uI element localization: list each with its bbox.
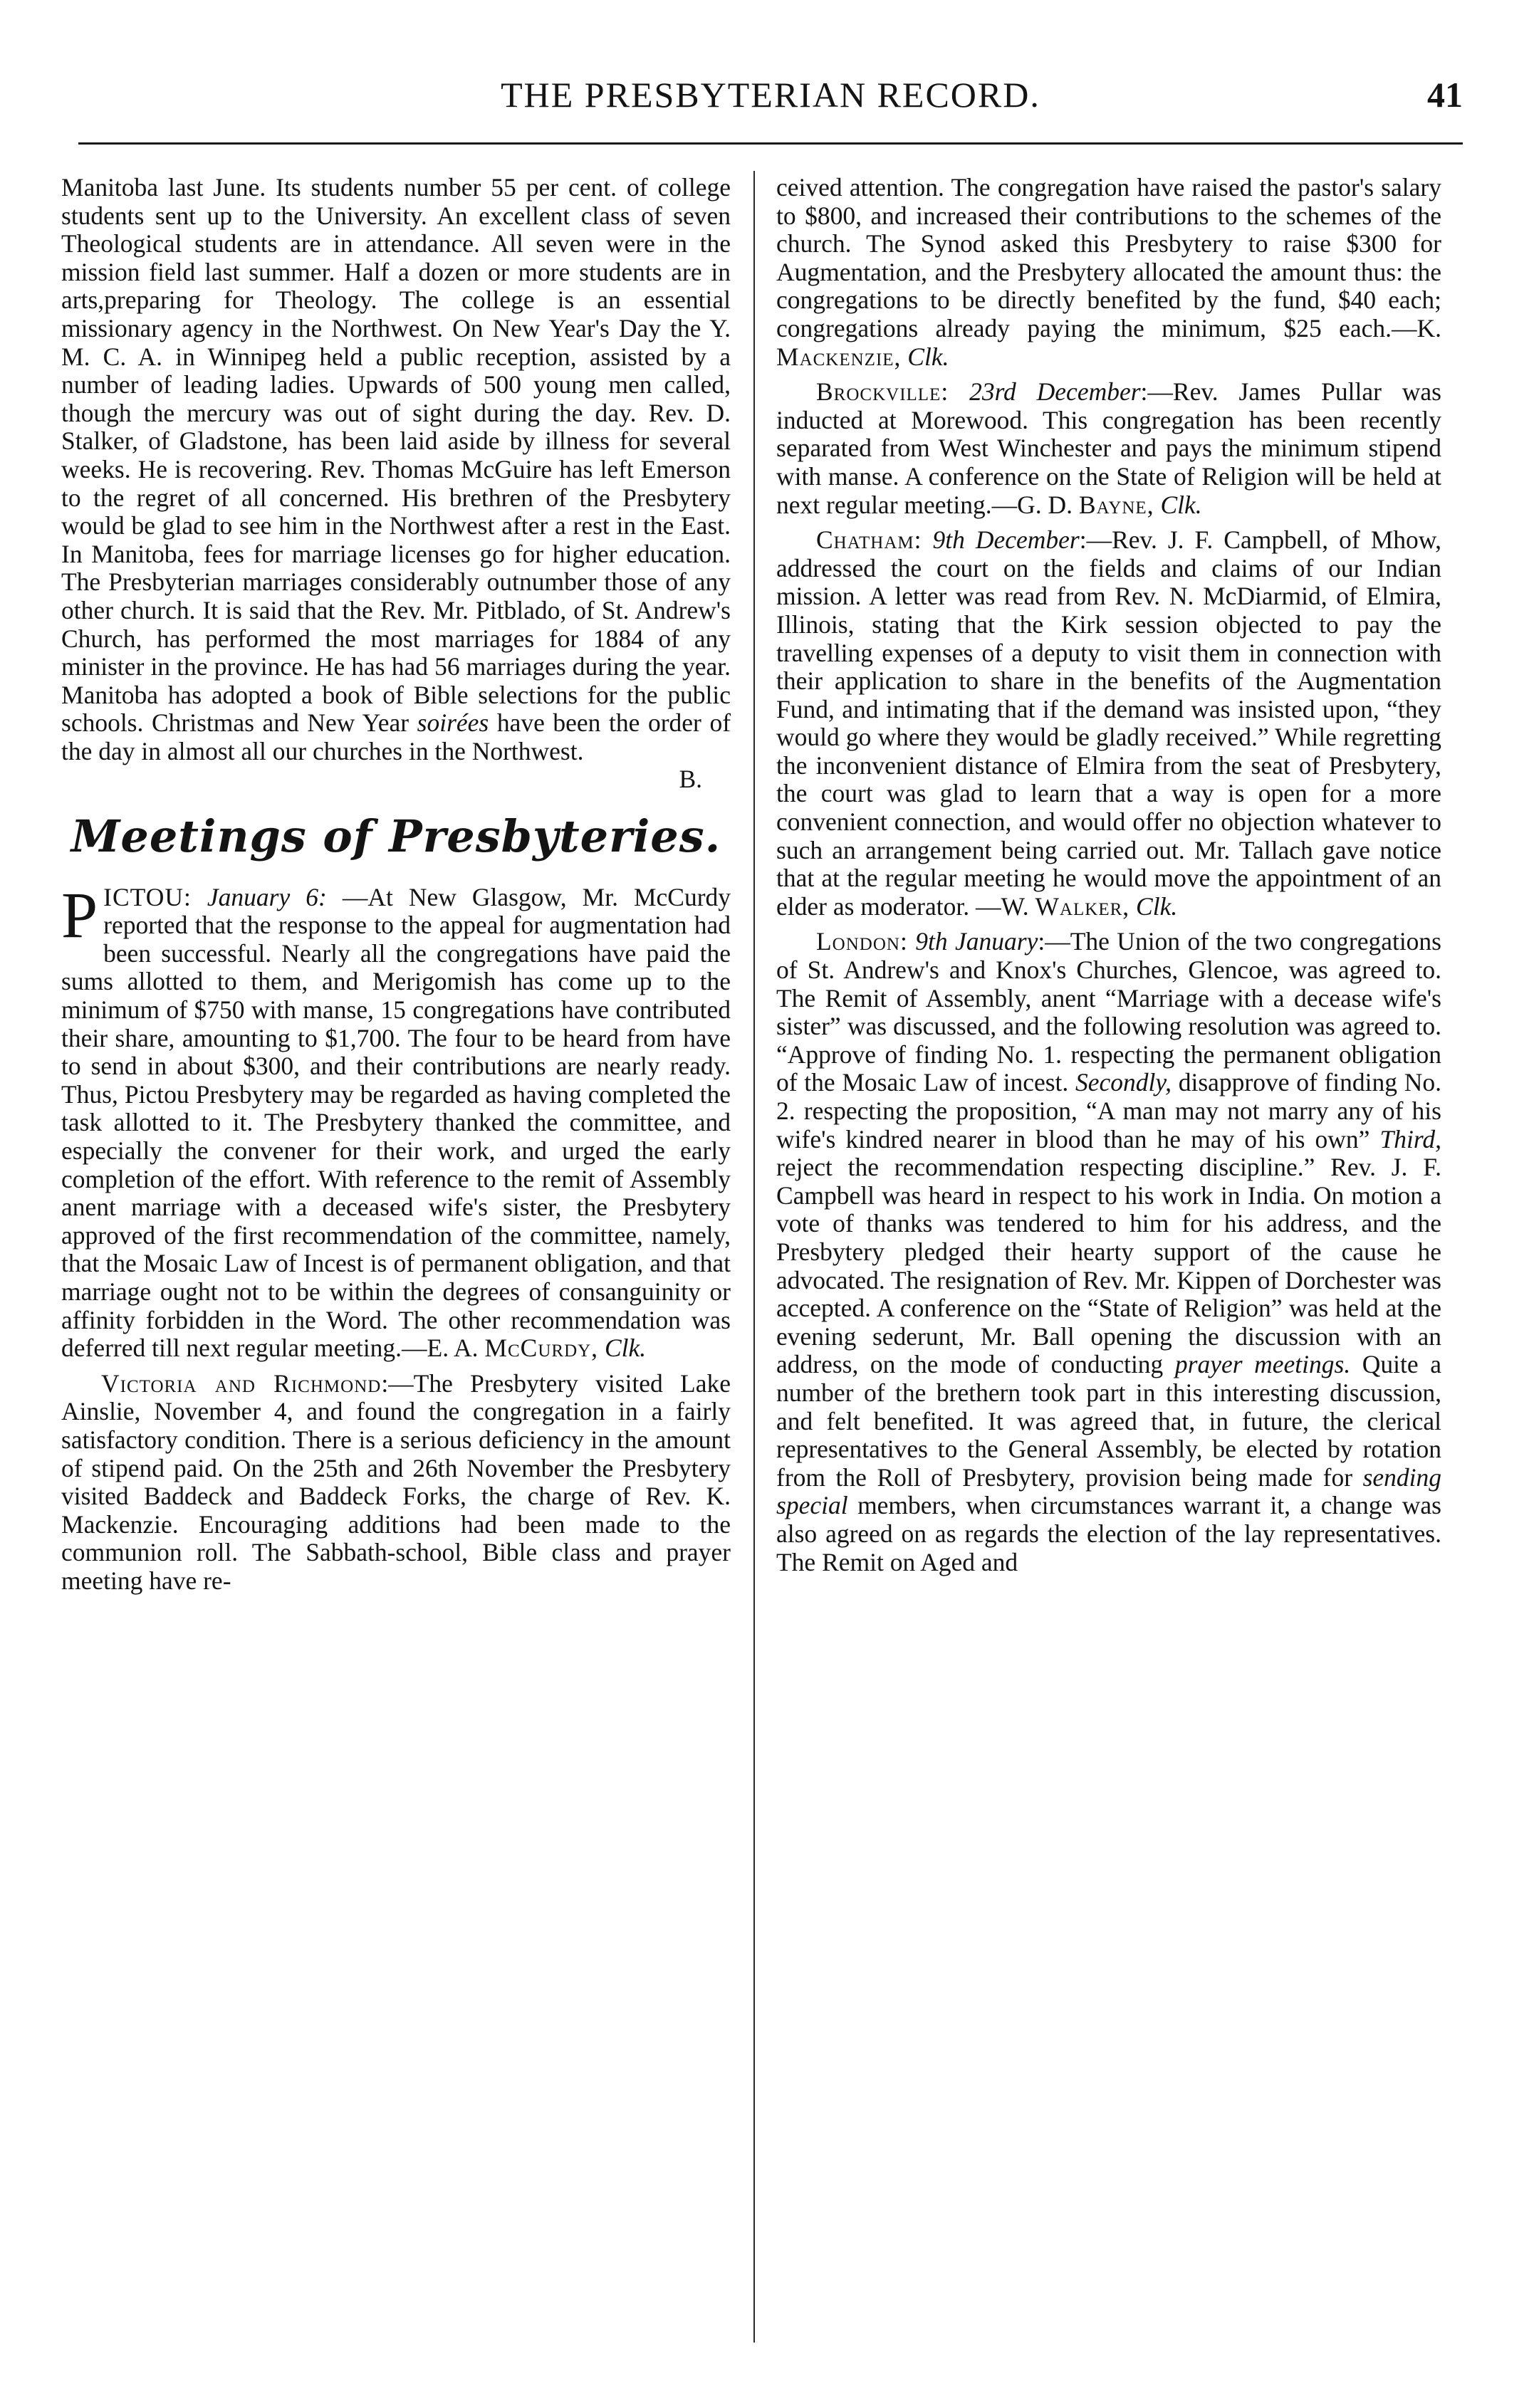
chatham-date: 9th December bbox=[932, 525, 1080, 555]
london-report bbox=[776, 928, 1441, 1576]
pictou-report bbox=[61, 878, 731, 1363]
victoria-clk: Clk. bbox=[907, 342, 949, 371]
victoria-continued bbox=[776, 174, 1441, 371]
victoria-label: Victoria and Richmond bbox=[101, 1368, 382, 1398]
pictou-date: January 6: bbox=[207, 882, 327, 911]
london-third: Third, bbox=[1379, 1124, 1441, 1153]
victoria-clerk: Mackenzie, bbox=[776, 342, 902, 371]
london-label: London: bbox=[816, 927, 908, 956]
pictou-text: —At New Glasgow, Mr. McCurdy reported that the response to the appeal for augmentation had been successful. Nearly all the congregations have paid the sums allotted to them, and Merigomish has come up to the minimum of $750 with manse, 15 congregations have contributed their share, amounting to $1,700. The four to be heard from have to send in about $300, and their contributions are nearly ready. Thus, Pictou Presbytery may be regarded as having completed the task allotted to it. The Presbytery thanked the committee, and especially the convener for their work, and urged the early completion of the effort. With reference to the remit of Assembly anent marriage with a deceased wife's sister, the Presbytery approved of the first recommendation of the committee, namely, that the Mosaic Law of Incest is of permanent obligation, and that marriage ought not to be within the degrees of consanguinity or affinity forbidden in the Word. The other recommendation was deferred till next regular meeting.—E. A. bbox=[61, 882, 731, 1363]
chatham-clerk: Walker, bbox=[1035, 891, 1130, 921]
pictou-dropcap: P bbox=[61, 878, 98, 951]
london-secondly: Secondly, bbox=[1075, 1068, 1172, 1097]
left-column bbox=[61, 174, 731, 1603]
london-prayer-meetings: prayer meetings. bbox=[1174, 1350, 1351, 1379]
brockville-clk: Clk. bbox=[1160, 490, 1202, 519]
victoria-report bbox=[61, 1370, 731, 1596]
page-header bbox=[78, 68, 1463, 125]
manitoba-paragraph bbox=[61, 174, 731, 794]
section-heading: Meetings of Presbyteries. bbox=[71, 810, 721, 863]
london-text-c: reject the recommendation respecting discipline.” Rev. J. F. Campbell was heard in respect to his work in India. On motion a vote of thanks was tendered to him for his address, and the Presbytery pledged their hearty support of the cause he advocated. The resignation of Rev. Mr. Kippen of Dorchester was accepted. A conference on the “State of Religion” was held at the evening sederunt, Mr. Ball opening the discussion with an address, on the mode of conducting bbox=[776, 1153, 1441, 1379]
brockville-label: Brockville: bbox=[816, 377, 949, 407]
victoria-text: :—The Presbytery visited Lake Ainslie, November 4, and found the congregation in a fairly satisfactory condition. There is a serious deficiency in the amount of stipend paid. On the 25th and 26th November the Presbytery visited Baddeck and Baddeck Forks, the charge of Rev. K. Mackenzie. Encouraging additions had been made to the communion roll. The Sabbath-school, Bible class and prayer meeting have re- bbox=[61, 1368, 731, 1595]
london-text-d: Quite a number of the brethern took part in this interesting discussion, and felt benefited. It was agreed that, in future, the clerical representatives to the General Assembly, be elected by rotation from the Roll of Presbytery, provision being made for bbox=[776, 1350, 1442, 1492]
london-text-b: disapprove of finding No. 2. respecting the proposition, “A man may not marry any of his wife's kindred nearer in blood than he may of his own” bbox=[776, 1068, 1441, 1153]
chatham-label: Chatham: bbox=[816, 525, 922, 555]
manitoba-text-end: have been the order of the day in almost all our churches in the Northwest. bbox=[61, 708, 731, 765]
pictou-clerk: McCurdy, bbox=[484, 1334, 599, 1363]
brockville-text: :—Rev. James Pullar was inducted at Morewood. This congregation has been recently separated from West Winchester and pays the minimum stipend with manse. A conference on the State of Religion will be held at next regular meeting.—G. D. bbox=[776, 377, 1441, 519]
brockville-report bbox=[776, 378, 1441, 519]
publication-title: THE PRESBYTERIAN RECORD. bbox=[501, 75, 1040, 115]
header-rule bbox=[78, 142, 1463, 145]
london-date: 9th January bbox=[915, 927, 1038, 956]
column-divider bbox=[753, 171, 755, 2342]
london-sending-special: sending special bbox=[776, 1462, 1442, 1520]
manitoba-signature: B. bbox=[679, 765, 702, 794]
pictou-clk: Clk. bbox=[604, 1334, 647, 1363]
chatham-text: :—Rev. J. F. Campbell, of Mhow, addressed the court on the fields and claims of our Indian mission. A letter was read from Rev. N. McDiarmid, of Elmira, Illinois, stating that the Kirk session objected to pay the travelling expenses of a deputy to visit them in connection with their application to share in the benefits of the Augmentation Fund, and intimating that if the demand was insisted upon, “they would go where they would be gladly received.” While regretting the inconvenient distance of Elmira from the seat of Presbytery, the court was glad to learn that a way is open for a more convenient connection, and would offer no objection whatever to such an arrangement being carried out. Mr. Tallach gave notice that at the regular meeting he would move the appointment of an elder as moderator. —W. bbox=[776, 525, 1441, 921]
chatham-report bbox=[776, 526, 1441, 921]
manitoba-text: Manitoba last June. Its students number 55 per cent. of college students sent up to the University. An excellent class of seven Theological students are in attendance. All seven were in the mission field last summer. Half a dozen or more students are in arts,preparing for Theology. The college is an essential missionary agency in the Northwest. On New Year's Day the Y. M. C. A. in Winnipeg held a public reception, assisted by a number of leading ladies. Upwards of 500 young men called, though the mercury was out of sight during the day. Rev. D. Stalker, of Gladstone, has been laid aside by illness for several weeks. He is recovering. Rev. Thomas McGuire has left Emerson to the regret of all concerned. His brethren of the Presbytery would be glad to see him in the Northwest after a rest in the East. In Manitoba, fees for marriage licenses go for higher education. The Presbyterian marriages considerably outnumber those of any other church. It is said that the Rev. Mr. Pitblado, of St. Andrew's Church, has performed the most marriages for 1884 of any minister in the province. He has had 56 marriages during the year. Manitoba has adopted a book of Bible selections for the public schools. Christmas and New Year bbox=[61, 173, 731, 738]
pictou-label: ICTOU: bbox=[103, 882, 192, 911]
victoria-cont-text: ceived attention. The congregation have raised the pastor's salary to $800, and increased their contributions to the schemes of the church. The Synod asked this Presbytery to raise $300 for Augmentation, and the Presbytery allocated the amount thus: the congregations to be directly benefited by the fund, $40 each; congregations already paying the minimum, $25 each.—K. bbox=[776, 173, 1441, 342]
chatham-clk: Clk. bbox=[1136, 891, 1178, 921]
soirees-word: soirées bbox=[417, 708, 489, 738]
london-text-e: members, when circumstances warrant it, a change was also agreed on as regards the election of the lay representatives. The Remit on Aged and bbox=[776, 1491, 1441, 1576]
page-number: 41 bbox=[1427, 75, 1463, 115]
london-text-a: :—The Union of the two congregations of St. Andrew's and Knox's Churches, Glencoe, was agreed to. The Remit of Assembly, anent “Marriage with a decease wife's sister” was discussed, and the following resolution was agreed to. “Approve of finding No. 1. respecting the permanent obligation of the Mosaic Law of incest. bbox=[776, 927, 1441, 1097]
brockville-clerk: Bayne, bbox=[1078, 490, 1154, 519]
right-column bbox=[776, 174, 1441, 1583]
brockville-date: 23rd December bbox=[969, 377, 1141, 407]
